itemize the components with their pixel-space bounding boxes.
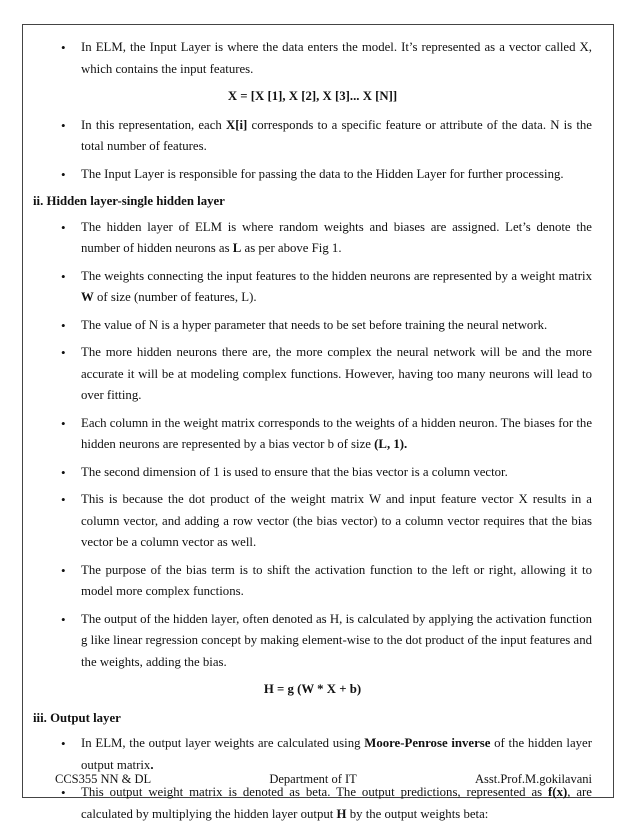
formula-hidden-output: H = g (W * X + b) bbox=[263, 682, 362, 696]
footer-course: CCS355 NN & DL bbox=[55, 772, 152, 786]
list-item: • Each column in the weight matrix corresponds to the weights of a hidden neuron. The biases for the hidden neurons are represented by a bias vector b of size (L, 1). bbox=[33, 413, 592, 456]
list-item: • The Input Layer is responsible for passing the data to the Hidden Layer for further processing. bbox=[33, 164, 592, 186]
list-item: • This output weight matrix is denoted as beta. The output predictions, represented as f(x), are calculated by multiplying the hidden layer output H by the output weights beta: bbox=[33, 782, 592, 825]
page-footer bbox=[55, 772, 592, 787]
list-item: • In this representation, each X[i] corresponds to a specific feature or attribute of the data. N is the total number of features. bbox=[33, 115, 592, 158]
section-heading-output-layer: iii. Output layer bbox=[33, 710, 121, 725]
list-item: • The output of the hidden layer, often denoted as H, is calculated by applying the activation function g like linear regression concept by making element-wise to the dot product of the input features and the weights, adding the bias. bbox=[33, 609, 592, 674]
list-item: • This is because the dot product of the weight matrix W and input feature vector X results in a column vector, and adding a row vector (the bias vector) to a column vector requires that the bias vector be a column vector as well. bbox=[33, 489, 592, 554]
input-layer-list bbox=[33, 37, 592, 80]
section-heading-hidden-layer: ii. Hidden layer-single hidden layer bbox=[33, 194, 225, 208]
list-item: • The hidden layer of ELM is where random weights and biases are assigned. Let’s denote the number of hidden neurons as L as per above Fig 1. bbox=[33, 217, 592, 260]
list-item: • The more hidden neurons there are, the more complex the neural network will be and the more accurate it will be at modeling complex functions. However, having too many neurons will lead to over fitting. bbox=[33, 342, 592, 407]
hidden-layer-list bbox=[33, 217, 592, 674]
input-layer-details-list bbox=[33, 115, 592, 186]
list-item: • The purpose of the bias term is to shift the activation function to the left or right, allowing it to model more complex functions. bbox=[33, 560, 592, 603]
list-item: • In ELM, the Input Layer is where the data enters the model. It’s represented as a vector called X, which contains the input features. bbox=[33, 37, 592, 80]
footer-author: Asst.Prof.M.gokilavani bbox=[474, 772, 592, 786]
list-item: • The weights connecting the input features to the hidden neurons are represented by a weight matrix W of size (number of features, L). bbox=[33, 266, 592, 309]
formula-input-vector: X = [X [1], X [2], X [3]... X [N]] bbox=[227, 89, 398, 103]
document-body bbox=[33, 37, 592, 831]
list-item: • The value of N is a hyper parameter that needs to be set before training the neural network. bbox=[33, 315, 592, 337]
list-item: • The second dimension of 1 is used to ensure that the bias vector is a column vector. bbox=[33, 462, 592, 484]
list-item: • In ELM, the output layer weights are calculated using Moore-Penrose inverse of the hidden layer output matrix. bbox=[33, 733, 592, 776]
footer-department: Department of IT bbox=[269, 772, 357, 786]
